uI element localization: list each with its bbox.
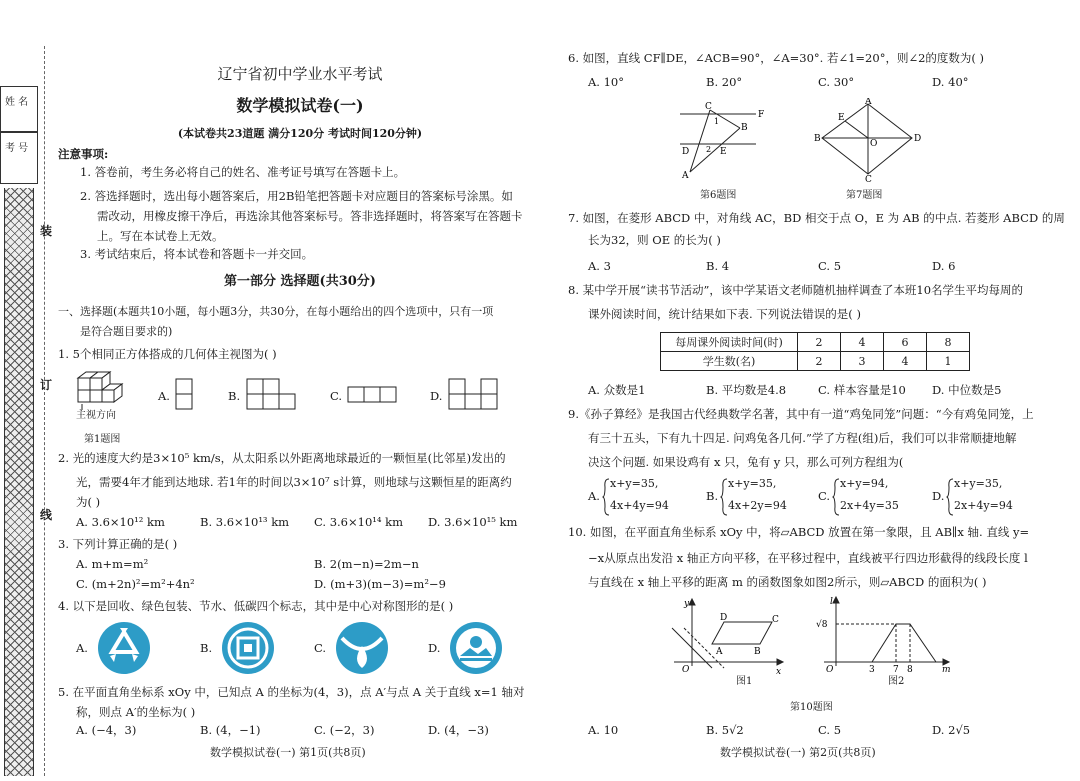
notice-item: 需改动，用橡皮擦干净后，再选涂其他答案标号。答非选择题时，将答案写在答题卡 (97, 209, 523, 223)
q2-line2: 光，需要4年才能到达地球. 若1年的时间以3×10⁷ s计算，则地球与这颗恒星的距离约 (76, 475, 512, 489)
name-label: 姓 名 (5, 97, 29, 108)
q10-caption: 第10题图 (790, 702, 833, 713)
q1-b-figure (246, 378, 298, 412)
table-cell: 2 (798, 333, 841, 352)
q10-option-c: C. 5 (818, 723, 842, 737)
table-cell: 2 (798, 352, 841, 371)
q9-c-eq1: x+y=94, (840, 477, 889, 490)
q7-line1: 7. 如图，在菱形 ABCD 中，对角线 AC，BD 相交于点 O，E 为 AB 的中点. 若菱形 ABCD 的周 (568, 211, 1065, 225)
q3-option-c: C. (m+2n)²=m²+4n² (76, 577, 195, 591)
exam-subtitle: 数学模拟试卷(一) (236, 96, 364, 115)
table-row (661, 333, 970, 352)
q3-stem: 3. 下列计算正确的是( ) (58, 537, 178, 551)
q5-line1: 5. 在平面直角坐标系 xOy 中，已知点 A 的坐标为(4，3)，点 A′与点 A 关于直线 x=1 轴对 (58, 685, 525, 699)
brace-icon (720, 478, 728, 516)
recycle-icon (94, 620, 154, 676)
footer-right: 数学模拟试卷(一) 第2页(共8页) (720, 746, 876, 759)
q6-label-a: A (682, 171, 689, 180)
q8-table (660, 332, 970, 371)
water-saving-icon (332, 620, 392, 676)
exam-no-box (0, 132, 38, 184)
q1-d-figure (448, 378, 500, 412)
binding-hatch (4, 188, 34, 776)
part1-title: 第一部分 选择题(共30分) (224, 274, 376, 289)
q8-line2: 课外阅读时间，统计结果如下表. 下列说法错误的是( ) (588, 307, 861, 321)
binding-xian: 线 (40, 508, 53, 522)
q6-option-c: C. 30° (818, 75, 855, 89)
q6-label-d: D (682, 147, 690, 157)
q9-line1: 9.《孙子算经》是我国古代经典数学名著，其中有一道“鸡兔同笼”问题：“今有鸡兔同笼，上 (568, 407, 1034, 421)
q1-a-figure (175, 378, 195, 412)
binding-line (44, 46, 46, 776)
binding-zhuang: 装 (40, 224, 53, 238)
q10-option-d: D. 2√5 (932, 723, 971, 737)
q2-option-a: A. 3.6×10¹² km (76, 515, 165, 529)
q6-label-2: 2 (706, 145, 712, 154)
q3-option-b: B. 2(m−n)=2m−n (314, 557, 419, 571)
green-packaging-icon (218, 620, 278, 676)
q10-fig1-y: y (684, 599, 690, 609)
table-row (661, 352, 970, 371)
q9-b-eq2: 4x+2y=94 (728, 499, 787, 512)
q3-option-a: A. m+m=m² (76, 557, 149, 571)
q4-option-c: C. (314, 641, 327, 655)
q6-caption: 第6题图 (700, 190, 737, 201)
q10-label-b: B (754, 647, 761, 657)
q1-option-c: C. (330, 389, 343, 403)
q7-option-b: B. 4 (706, 259, 730, 273)
q9-b-eq1: x+y=35, (728, 477, 777, 490)
table-cell: 1 (927, 352, 970, 371)
q9-d-eq1: x+y=35, (954, 477, 1003, 490)
q10-fig2-tick-3: 3 (869, 665, 875, 674)
q7-line2: 长为32，则 OE 的长为( ) (588, 233, 721, 247)
q7-label-d: D (914, 134, 922, 144)
q4-option-a: A. (76, 641, 88, 655)
q9-a-eq2: 4x+4y=94 (610, 499, 669, 512)
exam-title: 辽宁省初中学业水平考试 (217, 65, 383, 83)
part1-intro: 是符合题目要求的) (80, 325, 173, 338)
q7-label-b: B (814, 134, 821, 144)
brace-icon (832, 478, 840, 516)
q1-view-label: 主视方向 (76, 410, 116, 421)
q4-stem: 4. 以下是回收、绿色包装、节水、低碳四个标志，其中是中心对称图形的是( ) (58, 599, 454, 613)
q5-line2: 称，则点 A′的坐标为( ) (76, 705, 196, 719)
q3-option-d: D. (m+3)(m−3)=m²−9 (314, 577, 446, 591)
q10-option-a: A. 10 (588, 723, 619, 737)
q6-label-f: F (758, 110, 765, 120)
q10-fig1-x: x (776, 667, 782, 674)
q1-option-a: A. (158, 389, 170, 403)
q2-option-c: C. 3.6×10¹⁴ km (314, 515, 404, 529)
q7-label-e: E (838, 113, 845, 123)
q6-label-1: 1 (714, 117, 720, 126)
q7-label-o: O (870, 139, 878, 149)
q9-c-eq2: 2x+4y=35 (840, 499, 899, 512)
table-cell: 学生数(名) (661, 352, 798, 371)
q6-option-b: B. 20° (706, 75, 743, 89)
q5-option-b: B. (4，−1) (200, 723, 261, 737)
q9-line3: 决这个问题. 如果设鸡有 x 只，兔有 y 只，那么可列方程组为( (588, 455, 904, 469)
brace-icon (602, 478, 610, 516)
q1-option-b: B. (228, 389, 241, 403)
q10-label-d: D (720, 613, 728, 623)
q10-line1: 10. 如图，在平面直角坐标系 xOy 中，将▱ABCD 放置在第一象限，且 AB∥x 轴. 直线 y= (568, 525, 1030, 539)
q2-option-d: D. 3.6×10¹⁵ km (428, 515, 518, 529)
q10-fig2-l: l (830, 597, 833, 607)
q4-option-b: B. (200, 641, 213, 655)
table-cell: 8 (927, 333, 970, 352)
q10-fig2-o: O (826, 665, 834, 674)
exam-info: (本试卷共23道题 满分120分 考试时间120分钟) (177, 127, 423, 140)
q10-fig2-m: m (942, 665, 951, 674)
q9-option-a: A. (588, 489, 600, 503)
name-box (0, 86, 38, 132)
q8-option-b: B. 平均数是4.8 (706, 383, 787, 397)
q9-d-eq2: 2x+4y=94 (954, 499, 1013, 512)
q6-stem: 6. 如图，直线 CF∥DE，∠ACB=90°，∠A=30°. 若∠1=20°，则∠2的度数为( ) (568, 51, 985, 65)
q7-figure (812, 98, 924, 182)
binding-ding: 订 (40, 378, 53, 392)
q6-option-a: A. 10° (588, 75, 624, 89)
q1-c-figure (347, 386, 399, 404)
q7-label-c: C (865, 175, 872, 182)
low-carbon-icon (446, 620, 506, 676)
q10-fig1 (664, 596, 788, 674)
q10-option-b: B. 5√2 (706, 723, 744, 737)
q2-option-b: B. 3.6×10¹³ km (200, 515, 290, 529)
q10-fig2-sqrt8: √8 (816, 620, 828, 630)
q7-caption: 第7题图 (846, 190, 883, 201)
table-cell: 3 (841, 352, 884, 371)
q6-label-e: E (720, 147, 727, 157)
q10-label-c: C (772, 615, 779, 625)
table-cell: 每周课外阅读时间(时) (661, 333, 798, 352)
q9-option-b: B. (706, 489, 719, 503)
q6-label-b: B (741, 123, 748, 133)
q6-figure (676, 100, 768, 180)
notice-heading: 注意事项: (58, 147, 109, 161)
notice-item: 1. 答卷前，考生务必将自己的姓名、准考证号填写在答题卡上。 (80, 165, 406, 179)
q9-line2: 有三十五头，下有九十四足. 问鸡兔各几何.”学了方程(组)后，我们可以非常顺捷地解 (588, 431, 1017, 445)
q10-fig2-tick-7: 7 (893, 665, 899, 674)
q10-fig2-label: 图2 (888, 676, 905, 687)
q8-option-c: C. 样本容量是10 (818, 383, 906, 397)
q7-label-a: A (865, 98, 872, 107)
table-cell: 6 (884, 333, 927, 352)
footer-left: 数学模拟试卷(一) 第1页(共8页) (210, 746, 366, 759)
notice-item: 3. 考试结束后，将本试卷和答题卡一并交回。 (80, 247, 314, 261)
q1-caption: 第1题图 (84, 434, 121, 445)
q8-line1: 8. 某中学开展“读书节活动”，该中学某语文老师随机抽样调查了本班10名学生平均每周的 (568, 283, 1024, 297)
q10-fig1-label: 图1 (736, 676, 753, 687)
q2-line3: 为( ) (76, 495, 101, 509)
q7-option-c: C. 5 (818, 259, 842, 273)
part1-intro: 一、选择题(本题共10小题，每小题3分，共30分，在每小题给出的四个选项中，只有一项 (58, 305, 494, 318)
brace-icon (946, 478, 954, 516)
q10-label-a: A (716, 647, 723, 657)
q9-option-c: C. (818, 489, 831, 503)
q5-option-d: D. (4，−3) (428, 723, 489, 737)
q9-a-eq1: x+y=35, (610, 477, 659, 490)
table-cell: 4 (841, 333, 884, 352)
q1-cube-figure (72, 364, 142, 412)
q9-option-d: D. (932, 489, 945, 503)
q8-option-a: A. 众数是1 (588, 383, 646, 397)
q7-option-d: D. 6 (932, 259, 956, 273)
q6-label-c: C (705, 102, 712, 112)
q1-option-d: D. (430, 389, 443, 403)
q6-option-d: D. 40° (932, 75, 969, 89)
q8-option-d: D. 中位数是5 (932, 383, 1002, 397)
exam-no-label: 考 号 (5, 143, 29, 154)
notice-item: 2. 答选择题时，选出每小题答案后，用2B铅笔把答题卡对应题目的答案标号涂黑。如 (80, 189, 513, 203)
q5-option-a: A. (−4，3) (76, 723, 137, 737)
q7-option-a: A. 3 (588, 259, 611, 273)
table-cell: 4 (884, 352, 927, 371)
q10-fig2 (814, 594, 954, 674)
q10-fig2-tick-8: 8 (907, 665, 913, 674)
q4-option-d: D. (428, 641, 441, 655)
q10-fig1-o: O (682, 665, 690, 674)
q2-line1: 2. 光的速度大约是3×10⁵ km/s，从太阳系以外距离地球最近的一颗恒星(比邻星)发出的 (58, 451, 506, 465)
q10-line2: −x从原点出发沿 x 轴正方向平移，在平移过程中，直线被平行四边形截得的线段长度 l (588, 551, 1028, 565)
q5-option-c: C. (−2，3) (314, 723, 375, 737)
notice-item: 上。写在本试卷上无效。 (97, 229, 224, 243)
q1-stem: 1. 5个相同正方体搭成的几何体主视图为( ) (58, 347, 277, 361)
q10-line3: 与直线在 x 轴上平移的距离 m 的函数图象如图2所示，则▱ABCD 的面积为( ) (588, 575, 987, 589)
